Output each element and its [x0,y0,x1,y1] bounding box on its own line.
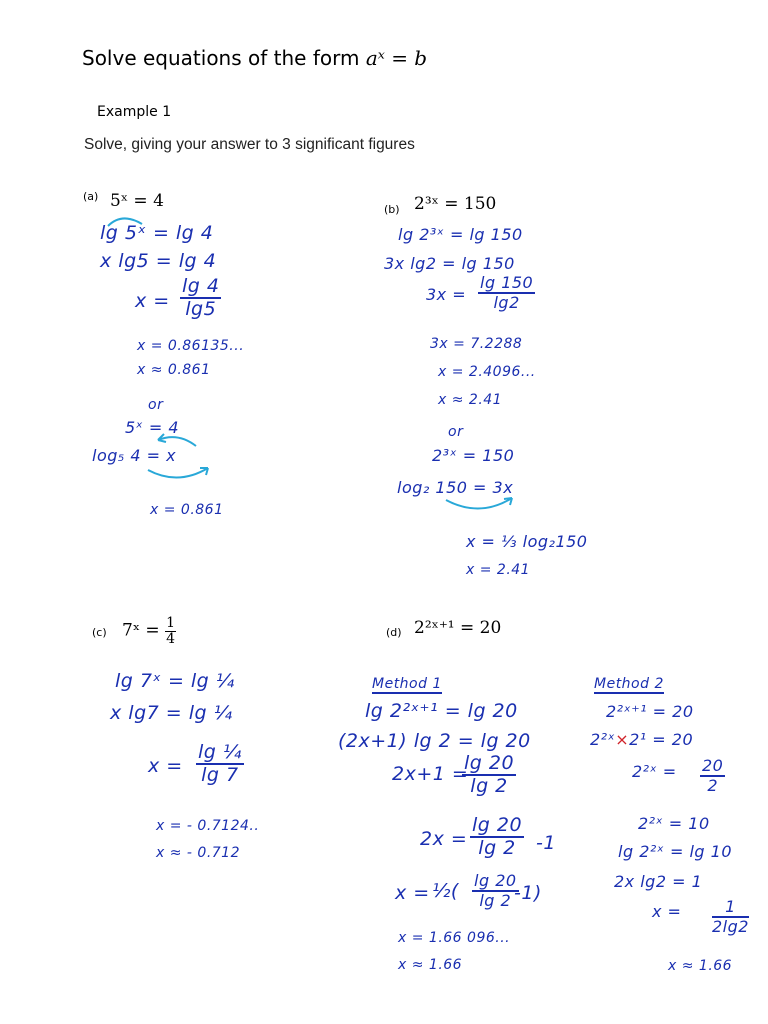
method-2-frac1-den: 2 [707,775,719,795]
part-a-frac-den: lg5 [185,297,217,320]
part-c-line-3: x = [148,755,183,777]
method-2-line-5: lg 2²ˣ = lg 10 [618,842,733,861]
part-c-frac-num: lg ¼ [198,741,242,763]
method-1-frac2-num: lg 20 [472,814,523,836]
part-a-top-arc [108,218,142,226]
method-2-line-6: 2x lg2 = 1 [614,872,703,891]
part-a-line-3: x = [135,290,170,312]
method-1-half-paren: ½( [432,880,459,902]
method-1-line-2: (2x+1) lg 2 = lg 20 [338,730,531,752]
method-1-frac3-den: lg 2 [479,890,512,910]
method-1-close-paren: -1) [514,882,542,904]
part-b-line-3: 3x = [426,285,467,304]
part-b-swap-arrow [446,498,512,509]
part-a-line-8: x = 0.861 [150,502,224,518]
method-2-frac1-num: 20 [702,756,724,775]
title-math: aˣ = b [365,46,428,70]
method-2-line-1: 2²ˣ⁺¹ = 20 [606,702,694,721]
part-b-line-5: x = 2.4096... [438,364,536,380]
method-1-line-1: lg 2²ˣ⁺¹ = lg 20 [365,700,518,722]
part-a-line-4: x = 0.86135... [137,338,245,354]
part-a-frac-num: lg 4 [182,275,220,297]
part-c-line-5: x ≈ - 0.712 [156,845,240,861]
part-b-line-4: 3x = 7.2288 [430,336,523,352]
part-c-line-2: x lg7 = lg ¼ [110,702,233,724]
part-c-line-4: x = - 0.7124.. [156,818,260,834]
part-b-line-2: 3x lg2 = lg 150 [384,254,515,273]
method-2-line-4: 2²ˣ = 10 [638,814,710,833]
part-a-label: (a) [83,190,99,203]
part-b-line-6: x ≈ 2.41 [438,392,503,408]
part-b-line-9: x = ⅓ log₂150 [466,532,588,551]
part-b-line-8: log₂ 150 = 3x [397,478,514,497]
method-1-line-5: x = [395,882,430,904]
method-2-power: 2²ˣ [590,730,616,749]
part-a-equation: 5ˣ = 4 [110,191,164,211]
method-1-minus-one: -1 [536,832,556,854]
method-1-line-3: 2x+1 = [392,763,469,785]
method-2-line-8: x ≈ 1.66 [668,958,733,974]
method-2-heading: Method 2 [594,676,664,692]
part-b-equation: 2³ˣ = 150 [414,194,497,214]
part-c-line-1: lg 7ˣ = lg ¼ [115,670,235,692]
part-b-frac-num: lg 150 [480,273,534,292]
method-2-line-7: x = [652,902,682,921]
method-1-heading: Method 1 [372,676,442,692]
method-2-line-3: 2²ˣ = [632,762,677,781]
part-d-equation: 2²ˣ⁺¹ = 20 [414,618,502,638]
part-b-frac-den: lg2 [493,292,520,312]
method-2-times-mark: × [615,730,630,749]
part-c-label: (c) [92,626,107,639]
part-c-eq-den: 4 [166,630,175,647]
part-a-swap-arrow-bottom [148,468,208,478]
part-b-label: (b) [384,203,400,216]
part-a-line-6: 5ˣ = 4 [125,418,180,437]
part-d-label: (d) [386,626,402,639]
part-a-line-7: log₅ 4 = x [92,446,177,465]
part-b-line-1: lg 2³ˣ = lg 150 [398,225,523,244]
instruction-text: Solve, giving your answer to 3 significant figures [84,136,415,153]
part-c-eq-num: 1 [166,615,175,631]
part-a-line-2: x lg5 = lg 4 [100,250,217,272]
method-2-frac2-num: 1 [712,898,749,918]
method-2-frac2-den: 2lg2 [712,916,749,936]
part-b-line-10: x = 2.41 [466,562,531,578]
method-2-rest: 2¹ = 20 [629,730,694,749]
method-1-frac1-num: lg 20 [464,752,515,774]
method-1-frac2-den: lg 2 [478,836,516,859]
method-1-frac1-den: lg 2 [470,774,508,797]
part-a-or: or [148,397,164,413]
method-1-line-6: x = 1.66 096... [398,930,511,946]
method-1-line-7: x ≈ 1.66 [398,957,463,973]
example-label: Example 1 [97,104,172,120]
part-b-line-7: 2³ˣ = 150 [432,446,515,465]
title-prefix: Solve equations of the form [82,46,366,70]
part-b-or: or [448,424,464,440]
part-a-line-5: x ≈ 0.861 [137,362,211,378]
part-c-equation-lhs: 7ˣ = [122,620,160,641]
method-1-frac3-num: lg 20 [474,871,517,890]
part-a-line-1: lg 5ˣ = lg 4 [100,222,214,244]
part-c-frac-den: lg 7 [201,763,239,786]
method-1-line-4: 2x = [420,828,468,850]
